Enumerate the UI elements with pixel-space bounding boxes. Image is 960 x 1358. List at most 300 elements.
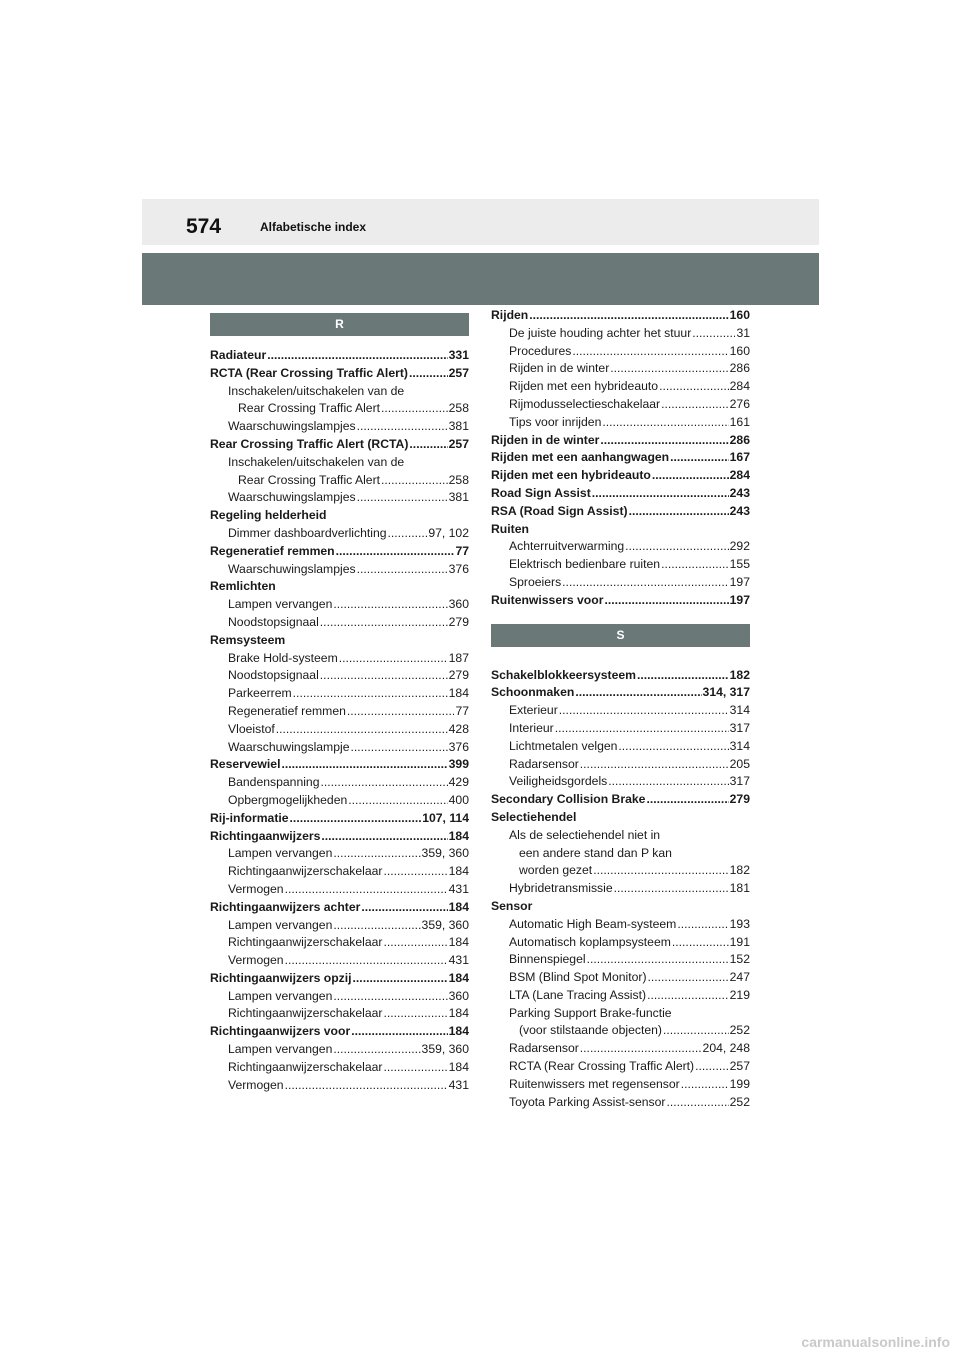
entry-text: Richtingaanwijzers	[210, 828, 321, 843]
index-subentry	[491, 738, 750, 756]
entry-text: Brake Hold-systeem	[228, 650, 338, 665]
index-subentry	[491, 360, 750, 378]
entry-text: Toyota Parking Assist-sensor	[509, 1094, 666, 1109]
index-subentry	[491, 325, 750, 343]
entry-text: Ruitenwissers met regensensor	[509, 1076, 680, 1091]
index-entry	[491, 592, 750, 610]
leader-dots	[383, 863, 447, 881]
leader-dots	[333, 988, 447, 1006]
index-entry	[210, 756, 469, 774]
entry-text: Automatisch koplampsysteem	[509, 934, 671, 949]
leader-dots	[321, 774, 448, 792]
entry-text: Exterieur	[509, 703, 558, 718]
entry-page[interactable]: 399	[448, 757, 469, 772]
entry-text: Dimmer dashboardverlichting	[228, 525, 387, 540]
leader-dots	[361, 899, 447, 917]
entry-text: Sensor	[491, 898, 533, 913]
entry-page[interactable]: 204, 248	[702, 1041, 750, 1056]
index-subentry	[210, 525, 469, 543]
index-entry	[210, 543, 469, 561]
leader-dots	[320, 614, 448, 632]
leader-dots	[339, 650, 448, 668]
entry-text: BSM (Blind Spot Monitor)	[509, 970, 647, 985]
entry-text: Richtingaanwijzerschakelaar	[228, 1059, 383, 1074]
entry-text: Regeneratief remmen	[210, 543, 335, 558]
entry-text: Automatic High Beam-systeem	[509, 916, 677, 931]
leader-dots	[348, 792, 447, 810]
entry-text: Ruitenwissers voor	[491, 592, 604, 607]
index-entry	[491, 791, 750, 809]
leader-dots	[580, 1040, 702, 1058]
index-subentry	[210, 774, 469, 792]
entry-text: Reservewiel	[210, 757, 281, 772]
entry-text: LTA (Lane Tracing Assist)	[509, 987, 647, 1002]
entry-page[interactable]: 381	[448, 490, 469, 505]
index-subentry	[210, 881, 469, 899]
entry-text: Waarschuwingslampjes	[228, 490, 356, 505]
leader-dots	[285, 1077, 448, 1095]
entry-page[interactable]: 331	[448, 348, 469, 362]
entry-page[interactable]: 152	[729, 952, 750, 967]
index-subentry	[491, 538, 750, 556]
index-subentry	[210, 561, 469, 579]
entry-page[interactable]: 381	[448, 419, 469, 434]
entry-text: (voor stilstaande objecten)	[519, 1023, 662, 1038]
entry-text: Procedures	[509, 343, 572, 358]
entry-text: Interieur	[509, 720, 554, 735]
index-subentry	[491, 756, 750, 774]
entry-page[interactable]: 431	[448, 1077, 469, 1092]
leader-dots	[592, 485, 729, 503]
index-subentry	[491, 702, 750, 720]
index-entry	[210, 365, 469, 383]
entry-text: RSA (Road Sign Assist)	[491, 503, 628, 518]
entry-page[interactable]: 252	[729, 1094, 750, 1109]
entry-text: Richtingaanwijzerschakelaar	[228, 864, 383, 879]
index-subentry	[210, 685, 469, 703]
index-list-r	[210, 347, 469, 1094]
leader-dots	[672, 934, 729, 952]
index-column-left	[210, 313, 469, 1094]
index-subentry	[491, 556, 750, 574]
entry-text: Rij-informatie	[210, 810, 289, 825]
entry-page[interactable]: 400	[448, 792, 469, 807]
entry-page[interactable]: 167	[729, 450, 750, 465]
entry-text: Radiateur	[210, 348, 267, 362]
index-subentry	[210, 1059, 469, 1077]
leader-dots	[285, 881, 448, 899]
entry-text: Elektrisch bedienbare ruiten	[509, 557, 661, 572]
entry-page[interactable]: 247	[729, 970, 750, 985]
index-entry	[491, 485, 750, 503]
index-entry	[491, 898, 750, 916]
entry-text: Lichtmetalen velgen	[509, 738, 618, 753]
entry-page[interactable]: 184	[448, 686, 469, 701]
index-subentry	[491, 1005, 750, 1023]
leader-dots	[637, 667, 729, 685]
leader-dots	[333, 1041, 420, 1059]
entry-text: een andere stand dan P kan	[519, 845, 672, 860]
leader-dots	[350, 739, 447, 757]
entry-text: Rijden met een hybrideauto	[509, 379, 659, 394]
entry-page[interactable]: 360	[448, 597, 469, 612]
entry-page[interactable]: 279	[729, 792, 750, 807]
entry-text: Vermogen	[228, 881, 284, 896]
entry-text: Inschakelen/uitschakelen van de	[228, 383, 405, 398]
leader-dots	[593, 862, 728, 880]
entry-text: Richtingaanwijzers opzij	[210, 970, 352, 985]
entry-page[interactable]: 31	[736, 325, 750, 340]
entry-text: Rijden	[491, 308, 529, 322]
entry-text: Parkeerrem	[228, 686, 292, 701]
index-entry	[210, 347, 469, 365]
entry-page[interactable]: 428	[448, 721, 469, 736]
index-entry	[210, 1023, 469, 1041]
entry-page[interactable]: 286	[729, 432, 750, 447]
entry-text: Remsysteem	[210, 632, 286, 647]
watermark: carmanualsonline.info	[801, 1334, 950, 1350]
entry-page[interactable]: 257	[448, 436, 469, 451]
leader-dots	[555, 720, 729, 738]
entry-text: Bandenspanning	[228, 775, 320, 790]
entry-page[interactable]: 205	[729, 756, 750, 771]
entry-page[interactable]: 160	[729, 308, 750, 322]
letter-heading-s: S	[491, 624, 750, 647]
leader-dots	[614, 880, 729, 898]
entry-page[interactable]: 286	[729, 361, 750, 376]
leader-dots	[290, 810, 422, 828]
entry-page[interactable]: 252	[729, 1023, 750, 1038]
entry-page[interactable]: 431	[448, 881, 469, 896]
entry-text: Rear Crossing Traffic Alert	[238, 401, 381, 416]
index-subentry	[210, 721, 469, 739]
leader-dots	[625, 538, 729, 556]
entry-page[interactable]: 314, 317	[702, 685, 750, 700]
entry-page[interactable]: 429	[448, 775, 469, 790]
entry-page[interactable]: 161	[729, 414, 750, 429]
index-subentry	[210, 454, 469, 472]
entry-text: Tips voor inrijden	[509, 414, 602, 429]
entry-page[interactable]: 359, 360	[421, 846, 469, 861]
index-column-right	[491, 307, 750, 1111]
entry-text: Ruiten	[491, 521, 529, 536]
entry-text: Vloeistof	[228, 721, 275, 736]
entry-text: Noodstopsignaal	[228, 668, 319, 683]
entry-text: Secondary Collision Brake	[491, 792, 646, 807]
entry-text: Opbergmogelijkheden	[228, 792, 348, 807]
index-subentry	[210, 1005, 469, 1023]
leader-dots	[692, 325, 735, 343]
index-subentry	[491, 969, 750, 987]
index-entry	[210, 810, 469, 828]
index-subentry	[491, 951, 750, 969]
index-entry	[491, 684, 750, 702]
index-subentry	[491, 880, 750, 898]
entry-text: Waarschuwingslampje	[228, 739, 350, 754]
leader-dots	[381, 472, 448, 490]
leader-dots	[677, 916, 728, 934]
entry-page[interactable]: 284	[729, 468, 750, 483]
section-title: Alfabetische index	[260, 220, 367, 234]
index-subentry	[491, 845, 750, 863]
leader-dots	[618, 738, 728, 756]
index-subentry	[491, 862, 750, 880]
leader-dots	[580, 756, 729, 774]
entry-page[interactable]: 182	[729, 667, 750, 682]
page-number: 574	[186, 215, 222, 238]
entry-page[interactable]: 292	[729, 539, 750, 554]
entry-page[interactable]: 197	[729, 592, 750, 607]
index-subentry	[210, 418, 469, 436]
entry-page[interactable]: 359, 360	[421, 1042, 469, 1057]
index-subentry	[491, 987, 750, 1005]
leader-dots	[267, 347, 447, 365]
entry-text: Richtingaanwijzers achter	[210, 899, 361, 914]
entry-text: Achterruitverwarming	[509, 539, 625, 554]
index-subentry	[210, 596, 469, 614]
entry-page[interactable]: 184	[448, 935, 469, 950]
leader-dots	[600, 432, 728, 450]
leader-dots	[383, 1059, 447, 1077]
leader-dots	[409, 365, 448, 383]
header-band	[142, 253, 819, 305]
index-subentry	[491, 916, 750, 934]
index-entry	[491, 467, 750, 485]
entry-page[interactable]: 184	[448, 899, 469, 914]
entry-page[interactable]: 279	[448, 614, 469, 629]
index-subentry	[210, 934, 469, 952]
leader-dots	[347, 703, 455, 721]
index-entry	[210, 828, 469, 846]
entry-page[interactable]: 160	[729, 343, 750, 358]
index-subentry	[210, 472, 469, 490]
index-subentry	[491, 720, 750, 738]
entry-page[interactable]: 257	[448, 365, 469, 380]
index-subentry	[210, 703, 469, 721]
leader-dots	[670, 449, 729, 467]
entry-text: Selectiehendel	[491, 809, 577, 824]
leader-dots	[647, 987, 729, 1005]
entry-text: Als de selectiehendel niet in	[509, 827, 661, 842]
entry-page[interactable]: 431	[448, 953, 469, 968]
index-entry	[210, 578, 469, 596]
leader-dots	[383, 934, 447, 952]
entry-page[interactable]: 219	[729, 987, 750, 1002]
leader-dots	[610, 360, 728, 378]
entry-text: Rijden in de winter	[509, 361, 610, 376]
index-list-r-continued	[491, 307, 750, 610]
entry-page[interactable]: 376	[448, 561, 469, 576]
entry-page[interactable]: 184	[448, 1059, 469, 1074]
leader-dots	[276, 721, 448, 739]
index-entry	[210, 507, 469, 525]
entry-text: Radarsensor	[509, 756, 579, 771]
leader-dots	[357, 418, 448, 436]
entry-page[interactable]: 243	[729, 485, 750, 500]
entry-text: RCTA (Rear Crossing Traffic Alert)	[210, 365, 408, 380]
entry-page[interactable]: 184	[448, 864, 469, 879]
index-subentry	[491, 414, 750, 432]
entry-text: Rijden in de winter	[491, 432, 600, 447]
entry-page[interactable]: 77	[455, 543, 469, 558]
index-entry	[210, 970, 469, 988]
leader-dots	[629, 503, 729, 521]
leader-dots	[383, 1005, 447, 1023]
entry-text: Vermogen	[228, 953, 284, 968]
entry-page[interactable]: 197	[729, 574, 750, 589]
index-subentry	[210, 650, 469, 668]
leader-dots	[320, 667, 448, 685]
entry-page[interactable]: 187	[448, 650, 469, 665]
entry-text: Inschakelen/uitschakelen van de	[228, 454, 405, 469]
entry-page[interactable]: 181	[729, 881, 750, 896]
entry-page[interactable]: 243	[729, 503, 750, 518]
leader-dots	[652, 467, 729, 485]
leader-dots	[608, 773, 728, 791]
index-subentry	[210, 739, 469, 757]
entry-text: worden gezet	[519, 863, 593, 878]
index-subentry	[210, 988, 469, 1006]
entry-page[interactable]: 257	[729, 1059, 750, 1074]
entry-text: Lampen vervangen	[228, 988, 333, 1003]
entry-page[interactable]: 193	[729, 916, 750, 931]
entry-text: Rear Crossing Traffic Alert (RCTA)	[210, 436, 409, 451]
index-entry	[491, 521, 750, 539]
entry-page[interactable]: 314	[729, 738, 750, 753]
entry-text: Schakelblokkeersysteem	[491, 667, 636, 682]
entry-text: Remlichten	[210, 579, 276, 594]
entry-text: Richtingaanwijzerschakelaar	[228, 935, 383, 950]
leader-dots	[659, 378, 729, 396]
leader-dots	[648, 969, 729, 987]
leader-dots	[602, 414, 728, 432]
leader-dots	[681, 1076, 729, 1094]
index-subentry	[210, 400, 469, 418]
entry-text: Richtingaanwijzers voor	[210, 1024, 351, 1039]
entry-page[interactable]: 184	[448, 828, 469, 843]
leader-dots	[529, 307, 728, 325]
entry-text: Waarschuwingslampjes	[228, 561, 356, 576]
leader-dots	[388, 525, 428, 543]
entry-page[interactable]: 77	[455, 703, 469, 718]
index-subentry	[491, 1040, 750, 1058]
leader-dots	[321, 828, 447, 846]
entry-page[interactable]: 184	[448, 1024, 469, 1039]
leader-dots	[357, 489, 448, 507]
index-subentry	[491, 343, 750, 361]
entry-text: Rear Crossing Traffic Alert	[238, 472, 381, 487]
leader-dots	[572, 343, 728, 361]
entry-text: Lampen vervangen	[228, 1042, 333, 1057]
entry-text: Veiligheidsgordels	[509, 774, 608, 789]
leader-dots	[357, 561, 448, 579]
entry-page[interactable]: 376	[448, 739, 469, 754]
leader-dots	[695, 1058, 729, 1076]
leader-dots	[333, 917, 420, 935]
index-subentry	[210, 917, 469, 935]
index-entry	[210, 899, 469, 917]
leader-dots	[353, 970, 448, 988]
index-entry	[491, 432, 750, 450]
index-entry	[491, 307, 750, 325]
leader-dots	[575, 684, 701, 702]
letter-heading-r: R	[210, 313, 469, 336]
entry-text: Lampen vervangen	[228, 597, 333, 612]
entry-text: De juiste houding achter het stuur	[509, 325, 692, 340]
entry-text: Schoonmaken	[491, 685, 575, 700]
entry-text: Lampen vervangen	[228, 917, 333, 932]
entry-page[interactable]: 317	[729, 774, 750, 789]
entry-page[interactable]: 258	[448, 472, 469, 487]
entry-page[interactable]: 182	[729, 863, 750, 878]
index-subentry	[491, 378, 750, 396]
index-subentry	[491, 396, 750, 414]
entry-page[interactable]: 191	[729, 934, 750, 949]
leader-dots	[333, 596, 447, 614]
index-entry	[491, 667, 750, 685]
entry-page[interactable]: 284	[729, 379, 750, 394]
entry-text: Waarschuwingslampjes	[228, 419, 356, 434]
leader-dots	[587, 951, 729, 969]
index-subentry	[210, 489, 469, 507]
index-subentry	[210, 952, 469, 970]
index-subentry	[210, 614, 469, 632]
leader-dots	[381, 400, 448, 418]
entry-text: Binnenspiegel	[509, 952, 586, 967]
entry-page[interactable]: 276	[729, 396, 750, 411]
entry-page[interactable]: 199	[729, 1076, 750, 1091]
leader-dots	[562, 574, 728, 592]
index-subentry	[491, 1022, 750, 1040]
index-entry	[491, 809, 750, 827]
index-subentry	[491, 934, 750, 952]
entry-text: Radarsensor	[509, 1041, 579, 1056]
entry-page[interactable]: 184	[448, 1006, 469, 1021]
index-subentry	[210, 792, 469, 810]
entry-text: Rijmodusselectieschakelaar	[509, 396, 661, 411]
index-entry	[210, 436, 469, 454]
entry-page[interactable]: 360	[448, 988, 469, 1003]
entry-page[interactable]: 97, 102	[428, 525, 469, 540]
leader-dots	[663, 1022, 729, 1040]
entry-page[interactable]: 279	[448, 668, 469, 683]
index-subentry	[491, 1076, 750, 1094]
leader-dots	[333, 845, 420, 863]
entry-text: Regeling helderheid	[210, 508, 327, 523]
leader-dots	[293, 685, 448, 703]
entry-text: RCTA (Rear Crossing Traffic Alert)	[509, 1059, 695, 1074]
leader-dots	[646, 791, 728, 809]
index-subentry	[491, 827, 750, 845]
leader-dots	[661, 396, 729, 414]
entry-page[interactable]: 359, 360	[421, 917, 469, 932]
page-header-bar	[142, 199, 819, 245]
entry-page[interactable]: 314	[729, 703, 750, 718]
entry-page[interactable]: 317	[729, 720, 750, 735]
entry-page[interactable]: 107, 114	[422, 810, 469, 825]
entry-page[interactable]: 155	[729, 557, 750, 572]
entry-page[interactable]: 184	[448, 970, 469, 985]
leader-dots	[281, 756, 447, 774]
entry-text: Road Sign Assist	[491, 485, 591, 500]
entry-page[interactable]: 258	[448, 401, 469, 416]
leader-dots	[661, 556, 729, 574]
leader-dots	[604, 592, 728, 610]
entry-text: Rijden met een hybrideauto	[491, 468, 651, 483]
index-subentry	[210, 383, 469, 401]
index-subentry	[491, 1058, 750, 1076]
index-subentry	[491, 773, 750, 791]
